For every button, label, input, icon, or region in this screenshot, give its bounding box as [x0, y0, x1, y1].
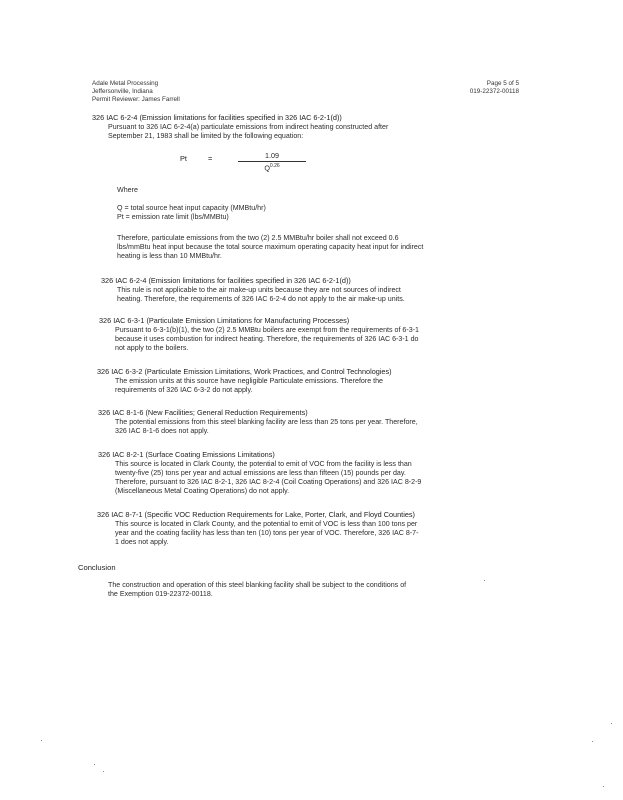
- equation-fraction: [238, 151, 306, 172]
- equation-equals: =: [208, 154, 213, 163]
- conclusion-heading: Conclusion: [78, 563, 116, 572]
- text-line: heating. Therefore, the requirements of 326 IAC 6-2-4 do not apply to the air make-up units.: [117, 294, 405, 303]
- boiler-limit-paragraph: [117, 234, 423, 261]
- equation-lhs: Pt: [180, 154, 187, 163]
- scan-speck: [103, 771, 104, 772]
- section-body-6-2-4: [108, 123, 388, 141]
- text-line: This source is located in Clark County, and the potential to emit of VOC is less than 100 tons per: [115, 520, 418, 528]
- section-body-6-2-4-makeup: [117, 286, 405, 304]
- section-title-8-1-6: 326 IAC 8-1-6 (New Facilities; General Reduction Requirements): [98, 408, 308, 417]
- header-location: Jeffersonville, Indiana: [92, 88, 153, 95]
- text-line: This rule is not applicable to the air make-up units because they are not sources of indirect: [117, 286, 401, 294]
- section-body-8-2-1: [115, 460, 421, 496]
- scan-speck: [94, 764, 95, 765]
- section-body-8-1-6: [115, 418, 418, 436]
- header-reviewer: Permit Reviewer: James Farrell: [92, 96, 180, 103]
- text-line: The construction and operation of this steel blanking facility shall be subject to the conditions of: [108, 581, 407, 589]
- text-line: Pursuant to 6-3-1(b)(1), the two (2) 2.5 MMBtu boilers are exempt from the requirements of 6-3-1: [115, 326, 419, 334]
- section-title-8-2-1: 326 IAC 8-2-1 (Surface Coating Emissions Limitations): [98, 450, 275, 459]
- where-label: Where: [117, 186, 138, 194]
- text-line: year and the coating facility has less than ten (10) tons per year of VOC. Therefore, 326 IAC 8-7-: [115, 528, 419, 537]
- equation-numerator: 1.09: [238, 151, 306, 162]
- text-line: Q = total source heat input capacity (MMBtu/hr): [117, 204, 266, 212]
- text-line: Pursuant to 326 IAC 6-2-4(a) particulate emissions from indirect heating constructed after: [108, 123, 389, 131]
- header-page-number: Page 5 of 5: [486, 80, 519, 87]
- equation-denominator-base: Q: [264, 163, 270, 173]
- header-left: [92, 80, 180, 104]
- text-line: requirements of 326 IAC 6-3-2 do not apply.: [115, 385, 253, 394]
- header-company: Adale Metal Processing: [92, 80, 159, 87]
- text-line: not apply to the boilers.: [115, 343, 189, 352]
- scan-speck: [611, 723, 612, 724]
- where-definitions: [117, 204, 266, 222]
- section-title-6-3-1: 326 IAC 6-3-1 (Particulate Emission Limitations for Manufacturing Processes): [99, 316, 350, 325]
- text-line: September 21, 1983 shall be limited by the following equation:: [108, 131, 304, 140]
- text-line: lbs/mmBtu heat input because the total source maximum operating capacity heat input for indirect: [117, 242, 424, 251]
- text-line: This source is located in Clark County, the potential to emit of VOC from the facility is less than: [115, 460, 412, 468]
- text-line: (Miscellaneous Metal Coating Operations) do not apply.: [115, 486, 290, 495]
- scan-speck: [592, 741, 593, 742]
- scan-speck: [484, 580, 485, 581]
- text-line: The emission units at this source have negligible Particulate emissions. Therefore the: [115, 377, 383, 385]
- text-line: 326 IAC 8-1-6 does not apply.: [115, 426, 209, 435]
- text-line: 1 does not apply.: [115, 537, 169, 546]
- text-line: Pt = emission rate limit (lbs/MMBtu): [117, 212, 229, 221]
- section-title-6-2-4: 326 IAC 6-2-4 (Emission limitations for facilities specified in 326 IAC 6-2-1(d)): [92, 113, 342, 122]
- header-right: [470, 80, 519, 96]
- scan-speck: [41, 740, 42, 741]
- conclusion-body: [108, 581, 406, 599]
- text-line: Therefore, pursuant to 326 IAC 8-2-1, 326 IAC 8-2-4 (Coil Coating Operations) and 326 IAC 8-2-9: [115, 477, 422, 486]
- header-permit-number: 019-22372-00118: [469, 88, 519, 95]
- text-line: twenty-five (25) tons per year and actual emissions are less than fifteen (15) pounds per day.: [115, 468, 406, 477]
- text-line: Therefore, particulate emissions from the two (2) 2.5 MMBtu/hr boiler shall not exceed 0.6: [117, 234, 399, 242]
- text-line: the Exemption 019-22372-00118.: [108, 589, 213, 598]
- section-body-6-3-2: [115, 377, 383, 395]
- equation-exponent: 0.26: [269, 163, 280, 169]
- section-body-8-7-1: [115, 520, 418, 547]
- section-title-6-2-4-makeup: 326 IAC 6-2-4 (Emission limitations for facilities specified in 326 IAC 6-2-1(d)): [101, 276, 351, 285]
- text-line: The potential emissions from this steel blanking facility are less than 25 tons per year. Therefore,: [115, 418, 418, 426]
- section-title-6-3-2: 326 IAC 6-3-2 (Particulate Emission Limitations, Work Practices, and Control Technologies): [97, 367, 392, 376]
- scan-speck: [603, 786, 604, 787]
- text-line: because it uses combustion for indirect heating. Therefore, the requirements of 326 IAC 6-3-1 do: [115, 334, 419, 343]
- text-line: heating is less than 10 MMBtu/hr.: [117, 251, 222, 260]
- equation-denominator: [238, 162, 306, 172]
- section-body-6-3-1: [115, 326, 419, 353]
- section-title-8-7-1: 326 IAC 8-7-1 (Specific VOC Reduction Requirements for Lake, Porter, Clark, and Floyd Counties): [97, 510, 415, 519]
